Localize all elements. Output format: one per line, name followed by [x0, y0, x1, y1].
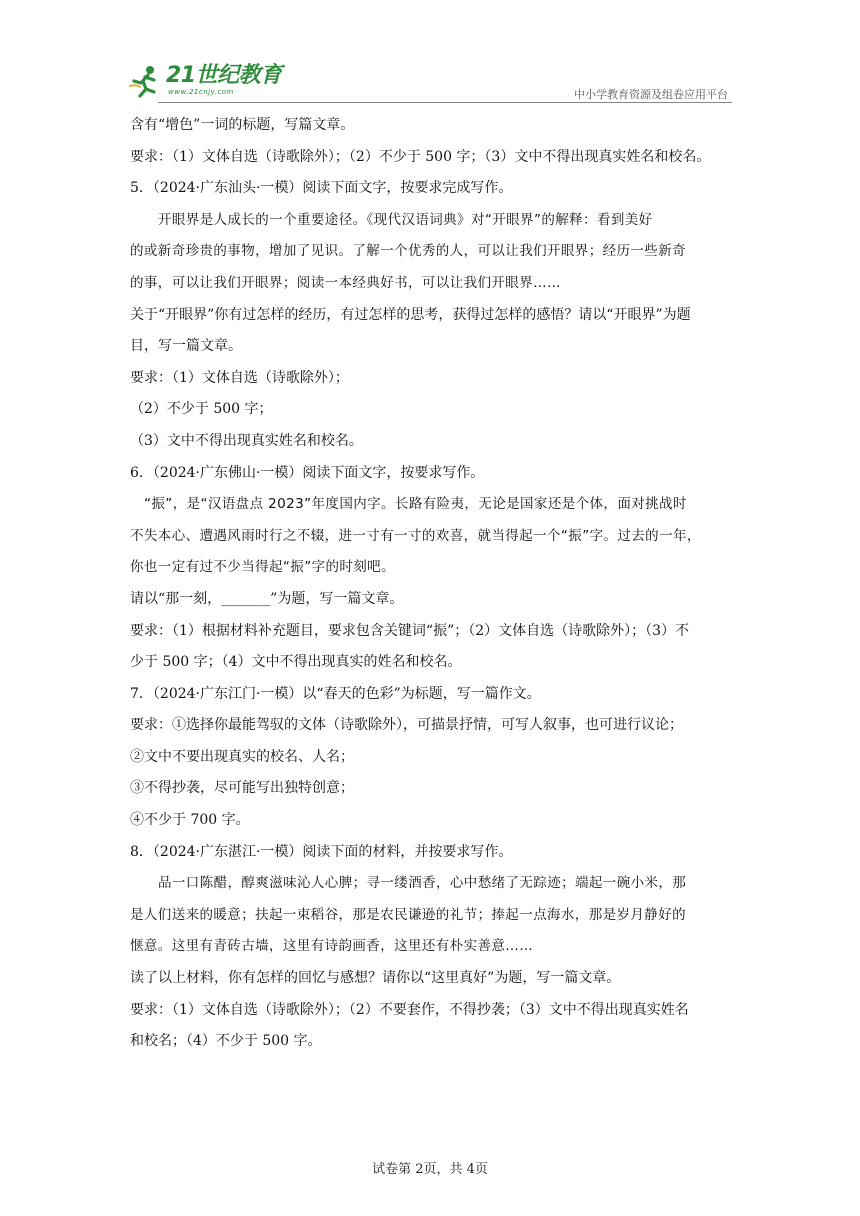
requirement-line: ②文中不要出现真实的校名、人名；	[130, 748, 354, 765]
site-logo[interactable]	[128, 62, 288, 102]
question-5-heading: 5．（2024·广东汕头·一模）阅读下面文字，按要求完成写作。	[130, 180, 513, 197]
requirement-line: 要求：（1）文体自选（诗歌除外）；（2）不要套作，不得抄袭；（3）文中不得出现真实姓名	[130, 1001, 689, 1018]
question-content	[130, 110, 734, 1058]
requirement-line: （2）不少于 500 字；	[130, 401, 273, 418]
requirement-line: 要求：（1）文体自选（诗歌除外）；	[130, 369, 349, 386]
material-line: 品一口陈醋，醇爽滋味沁人心脾；寻一缕酒香，心中愁绪了无踪迹；端起一碗小米，那	[158, 875, 687, 892]
requirement-line: 要求：（1）文体自选（诗歌除外）；（2）不少于 500 字；（3）文中不得出现真实姓名和校名。	[130, 148, 711, 165]
platform-name: 中小学教育资源及组卷应用平台	[574, 88, 728, 101]
material-line: 的事，可以让我们开眼界；阅读一本经典好书，可以让我们开眼界……	[130, 274, 561, 291]
requirement-line: 少于 500 字；（4）文中不得出现真实的姓名和校名。	[130, 654, 462, 671]
material-line: 惬意。这里有青砖古墙，这里有诗韵画香，这里还有朴实善意……	[130, 938, 534, 955]
page-number: 试卷第 2页，共 4页	[372, 1162, 488, 1177]
requirement-line: 和校名；（4）不少于 500 字。	[130, 1033, 322, 1050]
question-6-heading: 6．（2024·广东佛山·一模）阅读下面文字，按要求写作。	[130, 464, 485, 481]
logo-brand-text: 21世纪教育	[166, 63, 282, 88]
prompt-line: 目，写一篇文章。	[130, 338, 242, 355]
prompt-line: 读了以上材料，你有怎样的回忆与感想？请你以“这里真好”为题，写一篇文章。	[130, 970, 621, 987]
prompt-line: 关于“开眼界”你有过怎样的经历，有过怎样的思考，获得过怎样的感悟？请以“开眼界”为题	[130, 306, 691, 323]
requirement-line: 要求：（1）根据材料补充题目，要求包含关键词“振”；（2）文体自选（诗歌除外）；（3）不	[130, 622, 690, 639]
requirement-line: （3）文中不得出现真实姓名和校名。	[130, 432, 363, 449]
text-line: 含有“增色”一词的标题，写篇文章。	[130, 117, 355, 133]
logo-url-text: www.21cnjy.com	[168, 88, 234, 96]
material-line: 开眼界是人成长的一个重要途径。《现代汉语词典》对“开眼界”的解释：看到美好	[158, 211, 653, 228]
prompt-line: 请以“那一刻，_______”为题，写一篇文章。	[130, 590, 404, 607]
requirement-line: 要求：①选择你最能驾驭的文体（诗歌除外），可描景抒情，可写人叙事，也可进行议论；	[130, 717, 683, 734]
page-header	[128, 62, 732, 104]
material-line: 的或新奇珍贵的事物，增加了见识。了解一个优秀的人，可以让我们开眼界；经历一些新奇	[130, 243, 686, 260]
question-7-heading: 7．（2024·广东江门·一模）以“春天的色彩”为标题，写一篇作文。	[130, 685, 541, 702]
question-8-heading: 8．（2024·广东湛江·一模）阅读下面的材料，并按要求写作。	[130, 843, 513, 860]
material-line: “振”，是“汉语盘点 2023”年度国内字。长路有险夷，无论是国家还是个体，面对挑战时	[144, 496, 687, 513]
header-divider	[158, 102, 732, 103]
requirement-line: ④不少于 700 字。	[130, 812, 250, 829]
material-line: 是人们送来的暖意；扶起一束稻谷，那是农民谦逊的礼节；捧起一点海水，那是岁月静好的	[130, 906, 686, 923]
runner-logo-icon	[128, 64, 162, 98]
material-line: 不失本心、遭遇风雨时行之不辍，进一寸有一寸的欢喜，就当得起一个“振”字。过去的一年，	[130, 527, 701, 544]
requirement-line: ③不得抄袭，尽可能写出独特创意；	[130, 780, 354, 797]
material-line: 你也一定有过不少当得起“振”字的时刻吧。	[130, 559, 395, 576]
